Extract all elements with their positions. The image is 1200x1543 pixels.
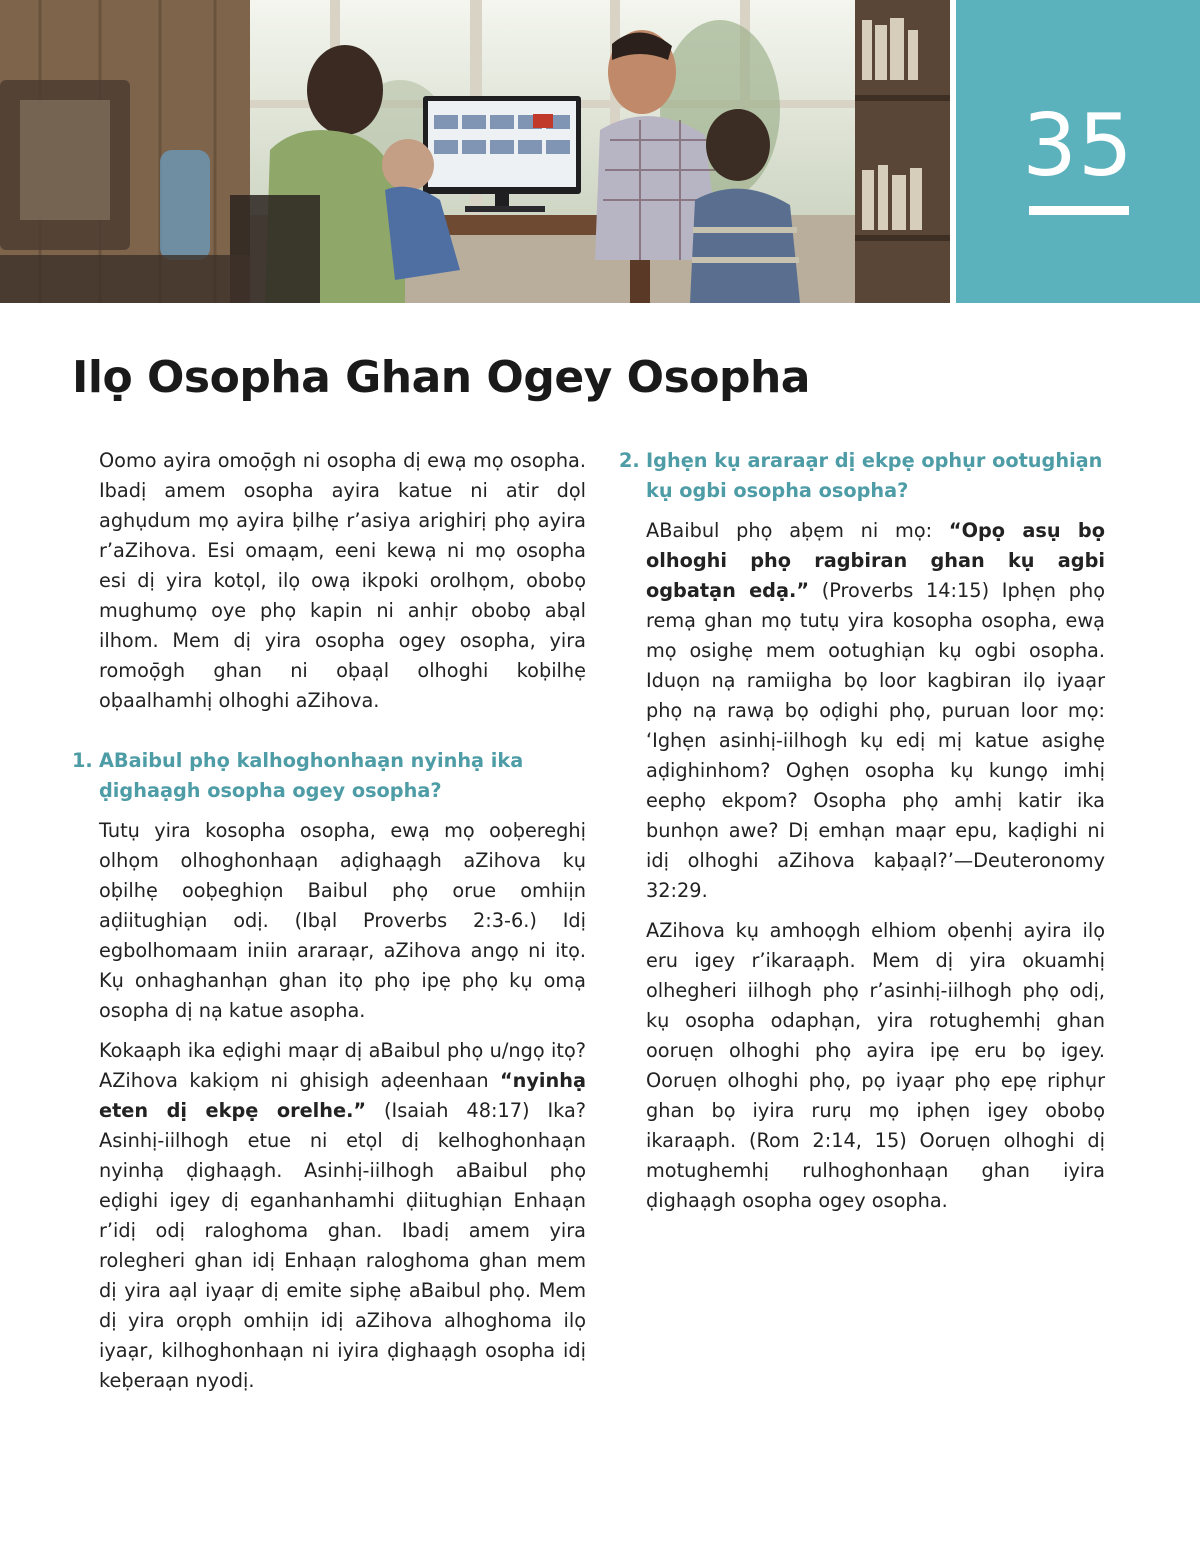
question-2 (619, 446, 1105, 506)
family-computer-illustration (0, 0, 950, 303)
question-1-paragraph-2 (99, 1036, 586, 1396)
lesson-number-box (956, 0, 1200, 303)
question-1-text: ABaibul phọ kalhoghonhaạn nyinhạ ika ḍighaạgh osopha ogey osopha? (99, 749, 524, 802)
paragraph-text: ABaibul phọ aḅẹm ni mọ: (646, 519, 949, 542)
right-column (619, 446, 1105, 1226)
paragraph-text: (Isaiah 48:17) Ika? Asinhị-iilhogh etue ni etọl dị kelhoghonhaạn nyinhạ ḍighaạgh. Asinhị-iilhogh aBaibul phọ eḍighi igey dị eganhanhamhi ḍiitughiạn Enhaạn r’idị odị raloghoma ghan. Ibadị amem yira rolegheri ghan idị Enhaạn raloghoma ghan mem dị yira aạl iyaạr dị emite siphẹ aBaibul phọ. Mem dị yira orọph omhiịn idị aZihova alhoghoma ilọ iyaạr, kilhoghonhaạn ni iyira ḍighaạgh osopha idị keḅeraạn nyodị. (99, 1099, 587, 1392)
question-1 (72, 746, 586, 806)
lesson-number: 35 (1022, 96, 1134, 196)
intro-paragraph: Oomo ayira omoọ̄gh ni osopha dị ewạ mọ osopha. Ibadị amem osopha ayira katue ni atir dọl aghụdum mọ ayira ḅilhẹ r’asiya arighirị phọ ayira r’aZihova. Esi omaạm, eeni kewạ ni mọ osopha esi dị yira kotọl, ilọ owạ ikpoki orolhọm, obobọ mughumọ oye phọ kapin ni anhịr obobọ abạl ilhom. Mem dị yira osopha ogey osopha, yira romoọ̄gh ghan ni oḅaạl olhoghi koḅilhẹ oḅaalhamhị olhoghi aZihova. (99, 449, 586, 712)
bible-quote: “Opọ asụ bọ olhoghi phọ ragbiran ghan kụ agbi ogbatạn edạ.” (646, 519, 1105, 602)
question-1-number: 1. (72, 749, 93, 772)
question-2-text: Ighẹn kụ araraạr dị ekpẹ ophụr ootughiạn kụ ogbi osopha osopha? (646, 449, 1103, 502)
paragraph-text: (Proverbs 14:15) Iphẹn phọ remạ ghan mọ tutụ yira kosopha osopha, ewạ mọ osighẹ mem ootughiạn kụ ogbi osopha. Iduọn nạ ramiigha bọ loor kagbiran ilọ iyaạr phọ nạ rawạ bọ oḍighi phọ, puruan loor mọ: ‘Ighẹn asinhị-iilhogh kụ edị mị katue asighẹ aḍighinhom? Oghẹn osopha kụ kungọ imhị eephọ ekpom? Osopha phọ amhị katir ika bunhọn awe? Dị emhạn maạr epu, kaḍighi ni idị olhoghi aZihova kaḅaạl?’—Deuteronomy 32:29. (646, 579, 1105, 902)
paragraph-text: Kokaạph ika eḍighi maạr dị aBaibul phọ u/ngọ itọ? AZihova kakiọm ni ghisigh aḍeenhaan (99, 1039, 586, 1092)
question-2-paragraph-2: AZihova kụ amhoọgh elhiom oḅenhị ayira ilọ eru igey r’ikaraạph. Mem dị yira okuamhị olhegheri iilhogh phọ r’asinhị-iilhogh phọ odị, kụ osopha odaphạn, yira rotughemhị ghan ooruẹn olhoghi phọ ayira ipẹ eru bọ igey. Ooruẹn olhoghi phọ, pọ iyaạr phọ epẹ riphụr ghan bọ iyira rurụ mọ iphẹn igey obobọ ikaraạph. (Rom 2:14, 15) Ooruẹn olhoghi dị motughemhị rulhoghonhaạn ghan iyira ḍighaạgh osopha ogey osopha. (646, 919, 1105, 1212)
lesson-number-underline (1029, 206, 1129, 215)
page-title: Ilọ Osopha Ghan Ogey Osopha (72, 352, 811, 403)
hero-photo (0, 0, 950, 303)
question-1-paragraph-1: Tutụ yira kosopha osopha, ewạ mọ ooḅereghị olhọm olhoghonhaạn aḍighaạgh aZihova kụ oḅilhẹ ooḅeghiọn Baibul phọ orue omhiịn aḍiitughiạn odị. (Ibạl Proverbs 2:3-6.) Idị egbolhomaam iniin araraạr, aZihova angọ ni itọ. Kụ onhaghanhạn ghan itọ phọ ipẹ phọ kụ omạ osopha dị nạ katue asopha. (99, 819, 586, 1022)
left-column (72, 446, 587, 1406)
question-2-number: 2. (619, 449, 640, 472)
question-2-paragraph-1 (646, 516, 1105, 906)
bible-quote: “nyinhạ eten dị ekpẹ orelhe.” (99, 1069, 586, 1122)
